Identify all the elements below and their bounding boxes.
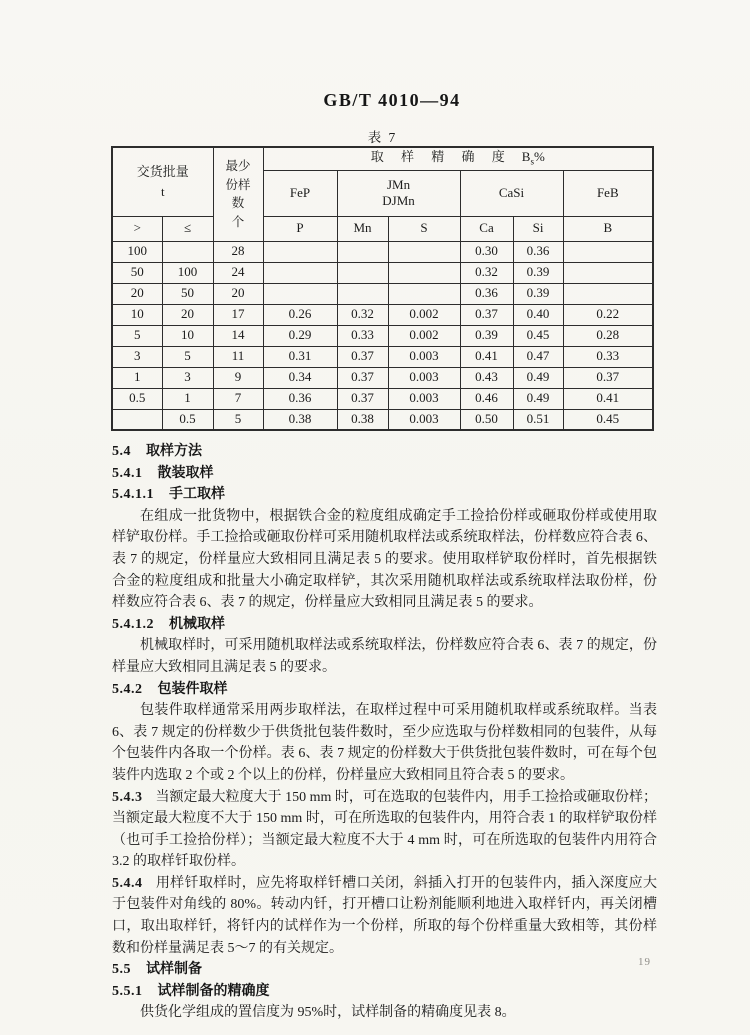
section-heading-5-4-1-2 — [112, 614, 657, 636]
cell — [563, 262, 653, 283]
section-number: 5.4.1 — [112, 465, 143, 481]
cell: 20 — [162, 304, 213, 325]
header-batch — [112, 147, 213, 216]
cell: 100 — [112, 241, 162, 262]
cell: 0.45 — [563, 409, 653, 430]
cell: 0.28 — [563, 325, 653, 346]
cell: 0.38 — [263, 409, 337, 430]
cell: 1 — [112, 367, 162, 388]
cell: 0.36 — [263, 388, 337, 409]
cell: 0.41 — [460, 346, 513, 367]
clause-5-4-4 — [112, 873, 657, 959]
clause-5-4-3 — [112, 787, 657, 873]
table-caption: 表 7 — [367, 130, 398, 145]
header-min-line: 份样 — [225, 177, 251, 192]
cell: 10 — [162, 325, 213, 346]
cell: 0.37 — [460, 304, 513, 325]
cell: 5 — [213, 409, 263, 430]
cell — [263, 283, 337, 304]
table-row — [112, 304, 653, 325]
section-number: 5.4.1.2 — [112, 616, 154, 632]
body-text — [112, 441, 657, 1024]
cell: 0.46 — [460, 388, 513, 409]
cell: 0.45 — [513, 325, 563, 346]
cell: 0.39 — [460, 325, 513, 346]
header-min-line: 最少 — [225, 158, 251, 173]
cell: 0.36 — [513, 241, 563, 262]
precision-percent: % — [533, 149, 545, 165]
table-row — [112, 325, 653, 346]
header-min-line: 个 — [231, 215, 245, 229]
group-fep: FeP — [263, 170, 337, 216]
cell: 17 — [213, 304, 263, 325]
section-title: 机械取样 — [169, 616, 225, 632]
cell — [263, 262, 337, 283]
group-casi: CaSi — [460, 170, 563, 216]
cell: 0.26 — [263, 304, 337, 325]
cell — [162, 241, 213, 262]
cell: 0.33 — [337, 325, 388, 346]
section-heading-5-4-1 — [112, 463, 657, 485]
cell: 0.47 — [513, 346, 563, 367]
table-7 — [111, 146, 654, 431]
cell: 0.49 — [513, 388, 563, 409]
section-title: 手工取样 — [169, 487, 225, 503]
cell: 100 — [162, 262, 213, 283]
cell: 0.37 — [337, 367, 388, 388]
cell: 0.003 — [388, 388, 460, 409]
cell — [563, 283, 653, 304]
table-row — [112, 388, 653, 409]
cell: 28 — [213, 241, 263, 262]
section-title: 取样方法 — [146, 444, 202, 459]
table-row — [112, 409, 653, 430]
cell: 5 — [162, 346, 213, 367]
cell: 0.003 — [388, 409, 460, 430]
section-title: 试样制备 — [146, 962, 202, 978]
cell: 0.31 — [263, 346, 337, 367]
cell: 3 — [112, 346, 162, 367]
table-row — [112, 262, 653, 283]
subhead-s: S — [388, 216, 460, 241]
section-number: 5.4.1.1 — [112, 487, 154, 503]
clause-text: 当额定最大粒度大于 150 mm 时，可在选取的包装件内，用手工捡拾或砸取份样；当额定最大粒度不大于 150 mm 时，可在所选取的包装件内，用符合表 1 的取样铲取份样（也可手工捡拾份样）；当额定最大粒度不大于 4 mm 时，可在所选取的包装件内用符合 3.2 的取样钎取份样。 — [112, 789, 657, 870]
header-min-samples — [213, 147, 263, 241]
paragraph-5-5-1: 供货化学组成的置信度为 95%时，试样制备的精确度见表 8。 — [140, 1005, 516, 1021]
cell: 0.38 — [337, 409, 388, 430]
cell: 0.33 — [563, 346, 653, 367]
cell — [388, 262, 460, 283]
paragraph-5-4-2: 包装件取样通常采用两步取样法，在取样过程中可采用随机取样或系统取样。当表 6、表 7 规定的份样数少于供货批包装件数时，至少应选取与份样数相同的包装件，从每个包装件内各取一个份样。表 6、表 7 规定的份样数大于供货批包装件数时，可在每个包装件内选取 2 个或 2 个以上的份样，份样量应大致相同且符合表 5 的要求。 — [112, 703, 657, 783]
cell: 0.40 — [513, 304, 563, 325]
cell: 0.37 — [337, 388, 388, 409]
table-row — [112, 367, 653, 388]
cell — [388, 241, 460, 262]
section-title: 试样制备的精确度 — [157, 983, 270, 999]
section-heading-5-4-1-1 — [112, 484, 657, 506]
cell: 0.39 — [513, 262, 563, 283]
cell: 50 — [112, 262, 162, 283]
precision-symbol: B — [521, 149, 531, 165]
cell: 0.37 — [337, 346, 388, 367]
header-batch-unit: t — [160, 183, 165, 199]
cell: 0.5 — [112, 388, 162, 409]
cell — [337, 241, 388, 262]
subhead-b: B — [563, 216, 653, 241]
cell: 0.22 — [563, 304, 653, 325]
header-min-line: 数 — [231, 196, 245, 211]
cell: 0.003 — [388, 367, 460, 388]
section-heading-5-5-1 — [112, 981, 657, 1003]
cell: 14 — [213, 325, 263, 346]
cell: 0.51 — [513, 409, 563, 430]
precision-label: 取 样 精 确 度 — [370, 149, 512, 165]
cell: 5 — [112, 325, 162, 346]
subhead-si: Si — [513, 216, 563, 241]
cell: 11 — [213, 346, 263, 367]
standard-code: GB/T 4010—94 — [323, 90, 461, 110]
table-row — [112, 283, 653, 304]
header-precision — [263, 147, 653, 170]
cell: 0.43 — [460, 367, 513, 388]
cell: 20 — [213, 283, 263, 304]
cell: 0.29 — [263, 325, 337, 346]
subhead-gt: > — [112, 216, 162, 241]
cell: 3 — [162, 367, 213, 388]
cell — [337, 283, 388, 304]
section-number: 5.4.2 — [112, 681, 143, 697]
cell — [337, 262, 388, 283]
cell: 0.32 — [460, 262, 513, 283]
cell: 7 — [213, 388, 263, 409]
cell: 50 — [162, 283, 213, 304]
section-number: 5.4 — [112, 444, 131, 459]
section-title: 包装件取样 — [157, 681, 228, 697]
section-number: 5.4.3 — [112, 789, 143, 805]
section-title: 散装取样 — [157, 465, 214, 481]
paragraph-5-4-1-2: 机械取样时，可采用随机取样法或系统取样法，份样数应符合表 6、表 7 的规定，份样量应大致相同且满足表 5 的要求。 — [112, 638, 657, 675]
section-heading-5-5 — [112, 959, 657, 981]
page-number: 19 — [638, 956, 651, 968]
cell — [112, 409, 162, 430]
section-heading-5-4 — [112, 441, 657, 463]
table-row — [112, 346, 653, 367]
cell: 9 — [213, 367, 263, 388]
clause-text: 用样钎取样时，应先将取样钎槽口关闭，斜插入打开的包装件内，插入深度应大于包装件对角线的 80%。转动内钎，打开槽口让粉剂能顺利地进入取样钎内，再关闭槽口，取出取样钎，将钎内的试样作为一个份样，所取的每个份样重量大致相等，其份样数和份样量满足表 5～7 的有关规定。 — [112, 875, 657, 956]
cell: 0.49 — [513, 367, 563, 388]
cell — [563, 241, 653, 262]
group-feb: FeB — [563, 170, 653, 216]
group-jmn-djmn — [337, 170, 460, 216]
cell: 0.003 — [388, 346, 460, 367]
section-number: 5.5 — [112, 962, 131, 978]
cell: 1 — [162, 388, 213, 409]
subhead-le: ≤ — [162, 216, 213, 241]
cell: 0.39 — [513, 283, 563, 304]
subhead-ca: Ca — [460, 216, 513, 241]
table-row — [112, 241, 653, 262]
section-number: 5.4.4 — [112, 875, 143, 891]
section-heading-5-4-2 — [112, 679, 657, 701]
cell: 24 — [213, 262, 263, 283]
subhead-mn: Mn — [337, 216, 388, 241]
cell — [388, 283, 460, 304]
group-jmn: JMn — [386, 176, 411, 192]
section-number: 5.5.1 — [112, 983, 143, 999]
header-batch-label: 交货批量 — [136, 164, 189, 180]
cell: 0.41 — [563, 388, 653, 409]
precision-subscript: s — [530, 156, 534, 167]
group-djmn: DJMn — [382, 193, 415, 208]
cell: 0.32 — [337, 304, 388, 325]
cell: 0.50 — [460, 409, 513, 430]
paragraph-5-4-1-1: 在组成一批货物中，根据铁合金的粒度组成确定手工捡拾份样或砸取份样或使用取样铲取份样。手工捡拾或砸取份样可采用随机取样法或系统取样法，份样数应符合表 6、表 7 的规定，份样量应大致相同且满足表 5 的要求。使用取样铲取份样时，首先根据铁合金的粒度组成和批量大小确定取样铲，其次采用随机取样法或系统取样法取份样，份样数应符合表 6、表 7 的规定，份样量应大致相同且满足表 5 的要求。 — [112, 508, 657, 611]
cell: 0.36 — [460, 283, 513, 304]
cell: 0.002 — [388, 325, 460, 346]
cell: 0.5 — [162, 409, 213, 430]
subhead-p: P — [263, 216, 337, 241]
cell: 10 — [112, 304, 162, 325]
cell: 0.34 — [263, 367, 337, 388]
cell: 0.30 — [460, 241, 513, 262]
cell: 0.37 — [563, 367, 653, 388]
cell — [263, 241, 337, 262]
cell: 20 — [112, 283, 162, 304]
cell: 0.002 — [388, 304, 460, 325]
